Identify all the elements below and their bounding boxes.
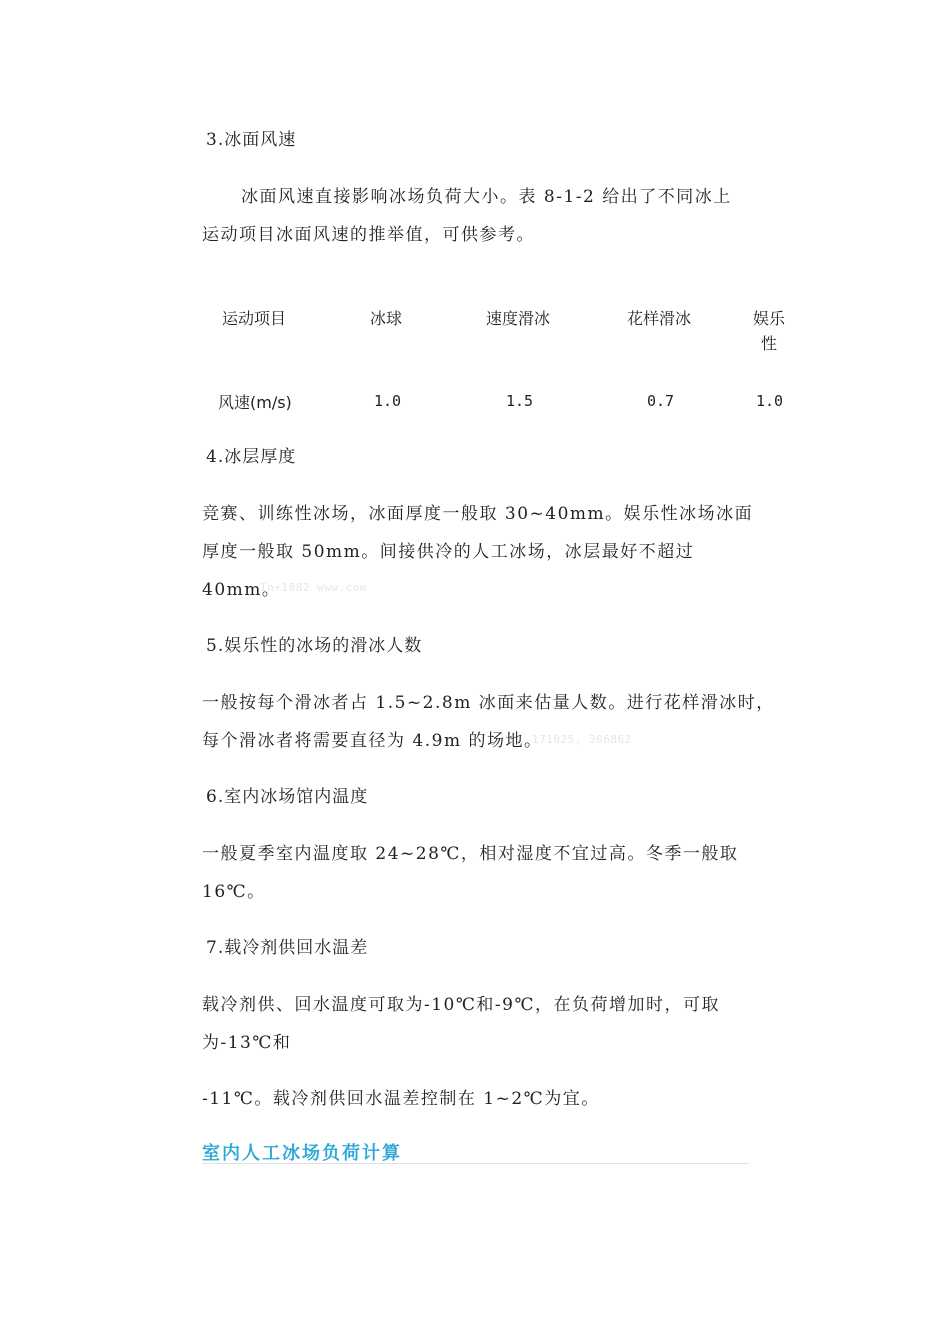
section-title-block	[202, 1139, 749, 1164]
watermark-text: 171025, 306862	[532, 733, 632, 746]
table-header-cell: 运动项目	[222, 309, 287, 328]
paragraph-line: 一般夏季室内温度取 24~28℃，相对湿度不宜过高。冬季一般取	[202, 844, 739, 864]
paragraph-line: 16℃。	[202, 882, 266, 902]
watermark-text: In+1882 www.com	[260, 581, 367, 594]
table-row-label: 风速(m/s)	[218, 393, 292, 412]
heading-wind-speed: 3.冰面风速	[206, 130, 297, 150]
paragraph-line: 厚度一般取 50mm。间接供冷的人工冰场，冰层最好不超过	[202, 542, 695, 562]
paragraph-line: 竞赛、训练性冰场，冰面厚度一般取 30~40mm。娱乐性冰场冰面	[202, 504, 754, 524]
table-header-cell-wrap: 性	[761, 334, 778, 353]
paragraph-line: 每个滑冰者将需要直径为 4.9m 的场地。	[202, 731, 543, 751]
table-cell: 1.5	[506, 392, 534, 410]
heading-coolant-temp-diff: 7.载冷剂供回水温差	[206, 938, 369, 958]
paragraph-line: 运动项目冰面风速的推举值，可供参考。	[202, 225, 535, 245]
paragraph-line: -11℃。载冷剂供回水温差控制在 1~2℃为宜。	[202, 1089, 600, 1109]
section-title: 室内人工冰场负荷计算	[202, 1143, 402, 1164]
table-cell: 0.7	[647, 392, 675, 410]
paragraph-line: 40mm。	[202, 580, 281, 600]
paragraph-line: 为-13℃和	[202, 1033, 292, 1053]
paragraph-line: 一般按每个滑冰者占 1.5~2.8m 冰面来估量人数。进行花样滑冰时，	[202, 693, 775, 713]
table-header-cell: 冰球	[370, 309, 403, 328]
heading-skater-count: 5.娱乐性的冰场的滑冰人数	[206, 636, 423, 656]
table-cell: 1.0	[374, 392, 402, 410]
heading-indoor-temperature: 6.室内冰场馆内温度	[206, 787, 369, 807]
paragraph-line: 载冷剂供、回水温度可取为-10℃和-9℃，在负荷增加时，可取	[202, 995, 720, 1015]
heading-ice-thickness: 4.冰层厚度	[206, 447, 297, 467]
table-cell: 1.0	[756, 392, 784, 410]
paragraph-line: 冰面风速直接影响冰场负荷大小。表 8-1-2 给出了不同冰上	[241, 187, 732, 207]
table-header-cell: 娱乐	[753, 309, 786, 328]
table-header-cell: 速度滑冰	[486, 309, 551, 328]
table-header-cell: 花样滑冰	[627, 309, 692, 328]
